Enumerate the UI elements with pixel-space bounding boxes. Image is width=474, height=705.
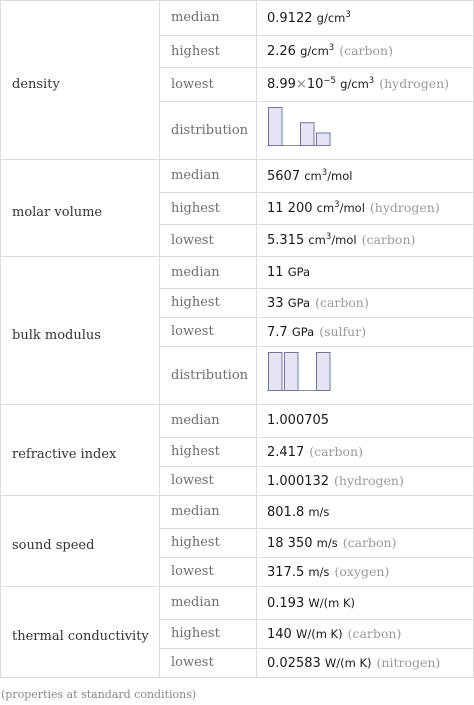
molar-volume-highest-value: 11 200 $cm^3$/mol (hydrogen) (257, 193, 474, 225)
stat-label: lowest (160, 467, 257, 496)
table-row (1, 160, 474, 193)
molar-volume-median-value: 5607 $cm^3$/mol (257, 160, 474, 193)
source-note: (carbon) (361, 232, 416, 247)
stat-label: median (160, 1, 257, 36)
bulk-modulus-distribution (257, 347, 474, 405)
source-note: (sulfur) (319, 323, 367, 339)
histogram-bar (317, 353, 331, 391)
source-note: (carbon) (347, 625, 402, 641)
property-label-bulk-modulus: bulk modulus (1, 257, 160, 405)
density-histogram (267, 106, 347, 150)
sound-speed-median-value: 801.8 m/s (257, 496, 474, 529)
source-note: (hydrogen) (334, 472, 404, 488)
stat-label: lowest (160, 225, 257, 257)
stat-label: highest (160, 289, 257, 318)
stat-label: median (160, 587, 257, 620)
stat-label: distribution (160, 347, 257, 405)
refractive-index-highest-value: 2.417 (carbon) (257, 438, 474, 467)
histogram-bar (285, 353, 299, 391)
density-distribution (257, 102, 474, 160)
bulk-modulus-lowest-value: 7.7 GPa (sulfur) (257, 318, 474, 347)
property-label-thermal-conductivity: thermal conductivity (1, 587, 160, 678)
histogram-bar (301, 123, 315, 146)
stat-label: lowest (160, 318, 257, 347)
table-row (1, 405, 474, 438)
source-note: (oxygen) (334, 563, 390, 579)
stat-label: distribution (160, 102, 257, 160)
histogram-bar (269, 108, 283, 146)
source-note: (carbon) (315, 294, 369, 310)
property-label-refractive-index: refractive index (1, 405, 160, 496)
refractive-index-lowest-value: 1.000132 (hydrogen) (257, 467, 474, 496)
table-row (1, 587, 474, 620)
molar-volume-lowest-value: 5.315 $cm^3$/mol (carbon) (257, 225, 474, 257)
stat-label: highest (160, 620, 257, 649)
stat-label: highest (160, 36, 257, 68)
density-lowest-value: $8.99\times 10^{-5}$ $g/cm^3$ (hydrogen) (257, 68, 474, 102)
source-note: (nitrogen) (376, 654, 441, 670)
stat-label: median (160, 405, 257, 438)
footnote: (properties at standard conditions) (1, 688, 197, 701)
sound-speed-lowest-value: 317.5 m/s (oxygen) (257, 558, 474, 587)
source-note: (carbon) (342, 534, 397, 550)
source-note: (hydrogen) (379, 76, 450, 91)
stat-label: lowest (160, 649, 257, 678)
thermal-conductivity-median-value: 0.193 W/(m K) (257, 587, 474, 620)
property-label-density: density (1, 1, 160, 160)
histogram-bar (317, 133, 331, 146)
table-row (1, 1, 474, 36)
property-label-molar-volume: molar volume (1, 160, 160, 257)
bulk-modulus-histogram (267, 351, 347, 395)
property-label-sound-speed: sound speed (1, 496, 160, 587)
source-note: (carbon) (309, 443, 363, 459)
refractive-index-median-value: 1.000705 (257, 405, 474, 438)
stat-label: lowest (160, 68, 257, 102)
source-note: (hydrogen) (369, 200, 440, 215)
stat-label: highest (160, 193, 257, 225)
stat-label: median (160, 496, 257, 529)
density-median-value: 0.9122 $g/cm^3$ (257, 1, 474, 36)
stat-label: highest (160, 529, 257, 558)
table-row (1, 257, 474, 289)
sound-speed-highest-value: 18 350 m/s (carbon) (257, 529, 474, 558)
thermal-conductivity-lowest-value: 0.02583 W/(m K) (nitrogen) (257, 649, 474, 678)
density-highest-value: 2.26 $g/cm^3$ (carbon) (257, 36, 474, 68)
stat-label: median (160, 160, 257, 193)
stat-label: median (160, 257, 257, 289)
source-note: (carbon) (339, 43, 393, 58)
bulk-modulus-median-value: 11 GPa (257, 257, 474, 289)
stat-label: lowest (160, 558, 257, 587)
table-row (1, 496, 474, 529)
stat-label: highest (160, 438, 257, 467)
thermal-conductivity-highest-value: 140 W/(m K) (carbon) (257, 620, 474, 649)
histogram-bar (269, 353, 283, 391)
bulk-modulus-highest-value: 33 GPa (carbon) (257, 289, 474, 318)
